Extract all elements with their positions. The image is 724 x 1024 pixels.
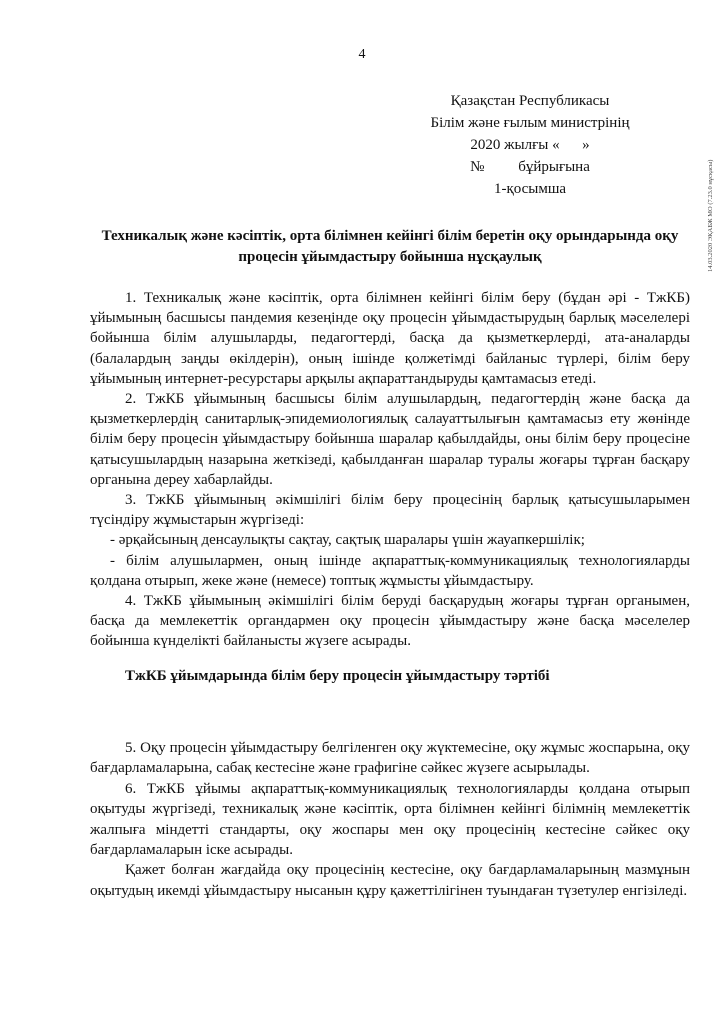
section-body — [90, 738, 690, 901]
paragraph: 3. ТжКБ ұйымының әкімшілігі білім беру процесінің барлық қатысушыларымен түсіндіру жұмыстарын жүргізеді: — [90, 492, 690, 529]
approval-block — [395, 90, 665, 200]
approval-line: 2020 жылғы « » — [470, 137, 590, 153]
paragraph: 2. ТжКБ ұйымының басшысы білім алушылардың, педагогтердің және басқа да қызметкерлердің санитарлық-эпидемиологиялық салауаттылығын қамтамасыз ету жөнінде білім беру процесін ұйымдастыру бойынша шаралар қабылдайды, оны білім беру процесіне қатысушылардың назарына жеткізеді, қабылданған шаралар туралы жоғары тұрған басқару органына дереу хабарлайды. — [90, 391, 690, 488]
registration-stamp: 14.03.2020 ЭҚАБЖ МО (7.23.0 нұсқасы) — [707, 159, 714, 272]
document-body — [90, 288, 690, 652]
approval-line: 1-қосымша — [493, 181, 567, 197]
section-heading: ТжКБ ұйымдарында білім беру процесін ұйымдастыру тәртібі — [125, 668, 550, 684]
paragraph: 1. Техникалық және кәсіптік, орта білімнен кейінгі білім беру (бұдан әрі - ТжКБ) ұйымының басшысы пандемия кезеңінде оқу процесін ұйымдастырудың барлық мәселелері бойынша білім алушыларды, педагогтерді, басқа да қызметкерлерді, ата-аналарды (балалардың заңды өкілдерін), оның ішінде қолжетімді байланыс түрлері, білім беру ұйымының интернет-ресурстары арқылы ақпараттандыруды қамтамасыз етеді. — [90, 290, 690, 387]
bullet-paragraph: - әрқайсының денсаулықты сақтау, сақтық шаралары үшін жауапкершілік; — [110, 532, 585, 549]
approval-line: Қазақстан Республикасы — [450, 93, 610, 109]
approval-line: № бұйрығына — [470, 159, 590, 175]
document-title: Техникалық және кәсіптік, орта білімнен кейінгі білім беретін оқу орындарында оқу процесін ұйымдастыру бойынша нұсқаулық — [101, 228, 679, 265]
page-number: 4 — [358, 47, 366, 62]
paragraph: 4. ТжКБ ұйымының әкімшілігі білім беруді басқарудың жоғары тұрған органымен, басқа да мемлекеттік органдармен оқу процесін ұйымдастыру және басқа мәселелер бойынша күнделікті байланысты жүзеге асырады. — [90, 593, 690, 650]
bullet-paragraph: - білім алушылармен, оның ішінде ақпараттық-коммуникациялық технологияларды қолдана отырып, жеке және (немесе) топтық жұмысты ұйымдастыру. — [90, 552, 690, 589]
approval-line: Білім және ғылым министрінің — [430, 115, 630, 131]
paragraph: 6. ТжКБ ұйымы ақпараттық-коммуникациялық технологияларды қолдана отырып оқытуды жүргізеді, техникалық және кәсіптік, орта білімнен кейінгі білімнің мемлекеттік жалпыға міндетті стандарты, оқу жоспары мен оқу процесінің кестесіне сәйкес оқу бағдарламаларын іске асырады. — [90, 780, 690, 859]
paragraph: Қажет болған жағдайда оқу процесінің кестесіне, оқу бағдарламаларының мазмұнын оқытудың икемді ұйымдастыру нысанын құру қажеттілігінен туындаған түзетулер енгізіледі. — [90, 862, 690, 899]
paragraph: 5. Оқу процесін ұйымдастыру белгіленген оқу жүктемесіне, оқу жұмыс жоспарына, оқу бағдарламаларына, сабақ кестесіне және графигіне сәйкес жүзеге асырылады. — [90, 740, 690, 777]
